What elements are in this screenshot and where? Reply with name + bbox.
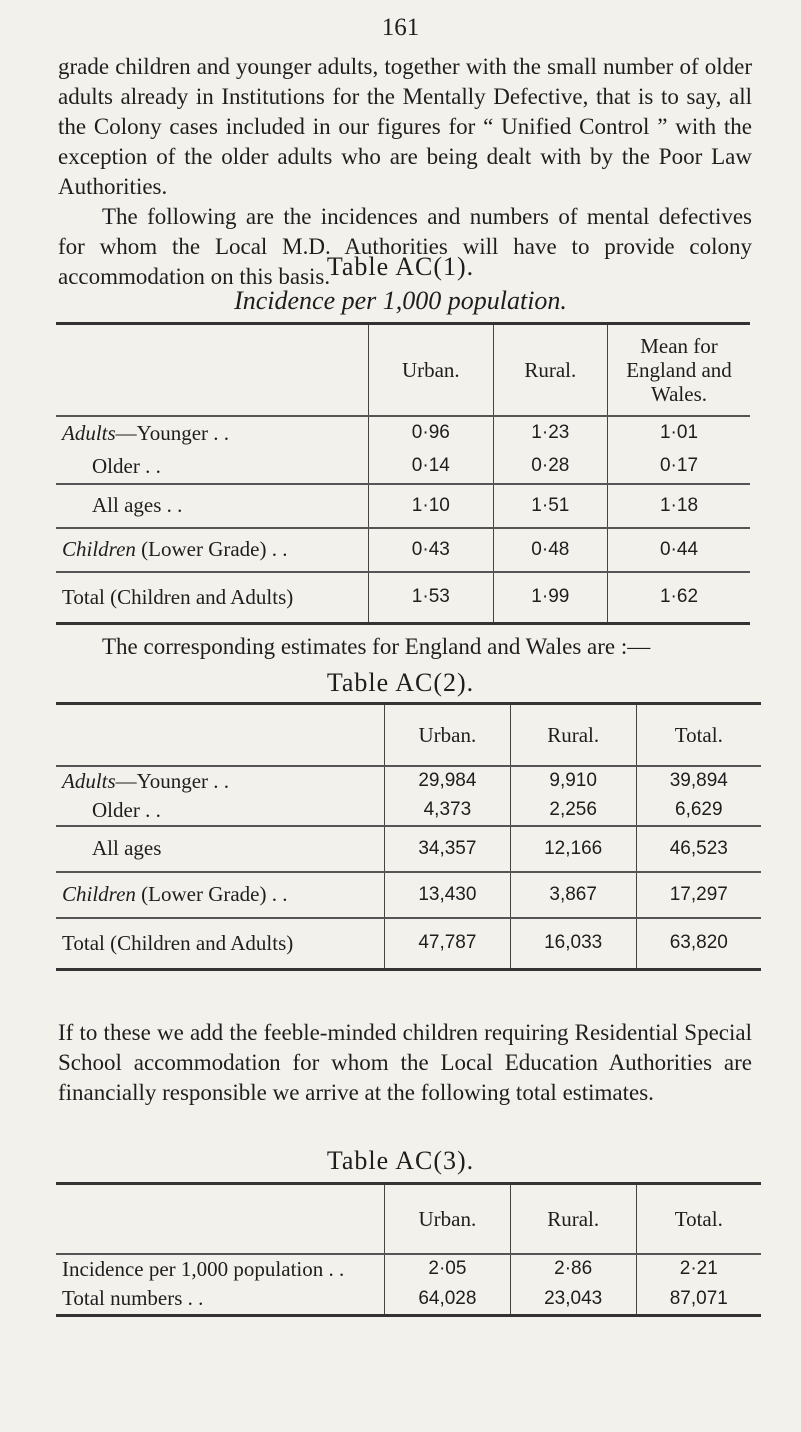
table-row: [56, 416, 750, 450]
cell-mean: 1·18: [608, 484, 751, 528]
row-label: Incidence per 1,000 population . .: [62, 1256, 345, 1281]
page-number: 161: [381, 14, 420, 41]
row-label: Total (Children and Adults): [62, 584, 294, 609]
cell-rural: 3,867: [510, 872, 636, 918]
cell-urban: 0·96: [369, 416, 494, 450]
cell-rural: 0·48: [493, 528, 607, 572]
cell-rural: 1·23: [493, 416, 607, 450]
table1-header-rural: Rural.: [493, 324, 607, 416]
cell-urban: 0·43: [369, 528, 494, 572]
table1-header-row: [56, 324, 750, 416]
table3-header-urban: Urban.: [385, 1184, 511, 1254]
cell-total: 63,820: [636, 918, 761, 970]
cell-urban: 47,787: [385, 918, 511, 970]
cell-total: 46,523: [636, 826, 761, 872]
cell-mean: 0·17: [608, 450, 751, 484]
cell-urban: 64,028: [385, 1284, 511, 1316]
cell-urban: 1·53: [369, 572, 494, 624]
cell-total: 2·21: [636, 1254, 761, 1284]
table2-header-urban: Urban.: [385, 704, 511, 766]
table-row: [56, 872, 761, 918]
row-label: Total (Children and Adults): [62, 930, 294, 955]
paragraph-4: If to these we add the feeble-minded children requiring Residential Special School accommodation for whom the Local Education Authorities are financially responsible we arrive at the following total estimates.: [58, 1020, 752, 1105]
cell-urban: 29,984: [385, 766, 511, 796]
cell-mean: 1·01: [608, 416, 751, 450]
cell-total: 17,297: [636, 872, 761, 918]
table-row: [56, 528, 750, 572]
cell-urban: 2·05: [385, 1254, 511, 1284]
cell-rural: 9,910: [510, 766, 636, 796]
table1-header-mean: Mean for England and Wales.: [608, 324, 751, 416]
row-label: Total numbers . .: [62, 1286, 204, 1311]
table2-header-rural: Rural.: [510, 704, 636, 766]
table3-header-rural: Rural.: [510, 1184, 636, 1254]
row-label: Children (Lower Grade) . .: [56, 528, 369, 572]
table3-title: Table AC(3).: [326, 1146, 475, 1175]
row-label: All ages . .: [56, 484, 369, 528]
cell-rural: 0·28: [493, 450, 607, 484]
table-ac3: [56, 1182, 761, 1317]
cell-rural: 2,256: [510, 796, 636, 826]
row-label: Adults—Younger . .: [62, 768, 230, 793]
cell-mean: 0·44: [608, 528, 751, 572]
table-row: [56, 826, 761, 872]
cell-rural: 1·99: [493, 572, 607, 624]
table2-header-total: Total.: [636, 704, 761, 766]
cell-urban: 1·10: [369, 484, 494, 528]
table-row: [56, 766, 761, 796]
table1-subtitle: Incidence per 1,000 population.: [234, 286, 567, 315]
row-label: Children (Lower Grade) . .: [56, 872, 385, 918]
table-row: [56, 450, 750, 484]
row-label: Older . .: [56, 450, 369, 484]
paragraph-3-wrap: [58, 632, 752, 662]
cell-urban: 13,430: [385, 872, 511, 918]
cell-mean: 1·62: [608, 572, 751, 624]
table3-header-row: [56, 1184, 761, 1254]
cell-rural: 1·51: [493, 484, 607, 528]
table2-header-row: [56, 704, 761, 766]
table1-title: Table AC(1).: [326, 252, 475, 281]
cell-urban: 0·14: [369, 450, 494, 484]
table-ac1: [56, 322, 750, 625]
table-row: [56, 796, 761, 826]
cell-rural: 2·86: [510, 1254, 636, 1284]
cell-total: 6,629: [636, 796, 761, 826]
row-label: Adults—Younger . .: [62, 420, 230, 445]
paragraph-2: The following are the incidences and numbers of mental defectives for whom the Local M.D. Authorities will have to provide colony accommodation on this basis.: [58, 204, 752, 289]
table1-header-urban: Urban.: [369, 324, 494, 416]
cell-total: 87,071: [636, 1284, 761, 1316]
cell-rural: 12,166: [510, 826, 636, 872]
table-row: [56, 918, 761, 970]
table2-title: Table AC(2).: [326, 668, 475, 697]
paragraph-1: grade children and younger adults, together with the small number of older adults already in Institutions for the Mentally Defective, that is to say, all the Colony cases included in our figures for “ Unified Control ” with the exception of the older adults who are being dealt with by the Poor Law Authorities.: [58, 54, 752, 199]
cell-rural: 16,033: [510, 918, 636, 970]
table3-header-total: Total.: [636, 1184, 761, 1254]
row-label: All ages: [56, 826, 385, 872]
paragraph-4-wrap: [58, 1018, 752, 1108]
row-label: Older . .: [56, 796, 385, 826]
table-row: [56, 572, 750, 624]
cell-total: 39,894: [636, 766, 761, 796]
table-row: [56, 484, 750, 528]
cell-urban: 4,373: [385, 796, 511, 826]
table-row: [56, 1284, 761, 1316]
table-row: [56, 1254, 761, 1284]
cell-urban: 34,357: [385, 826, 511, 872]
table-ac2: [56, 702, 761, 971]
paragraph-3: The corresponding estimates for England and Wales are :—: [102, 634, 651, 659]
cell-rural: 23,043: [510, 1284, 636, 1316]
